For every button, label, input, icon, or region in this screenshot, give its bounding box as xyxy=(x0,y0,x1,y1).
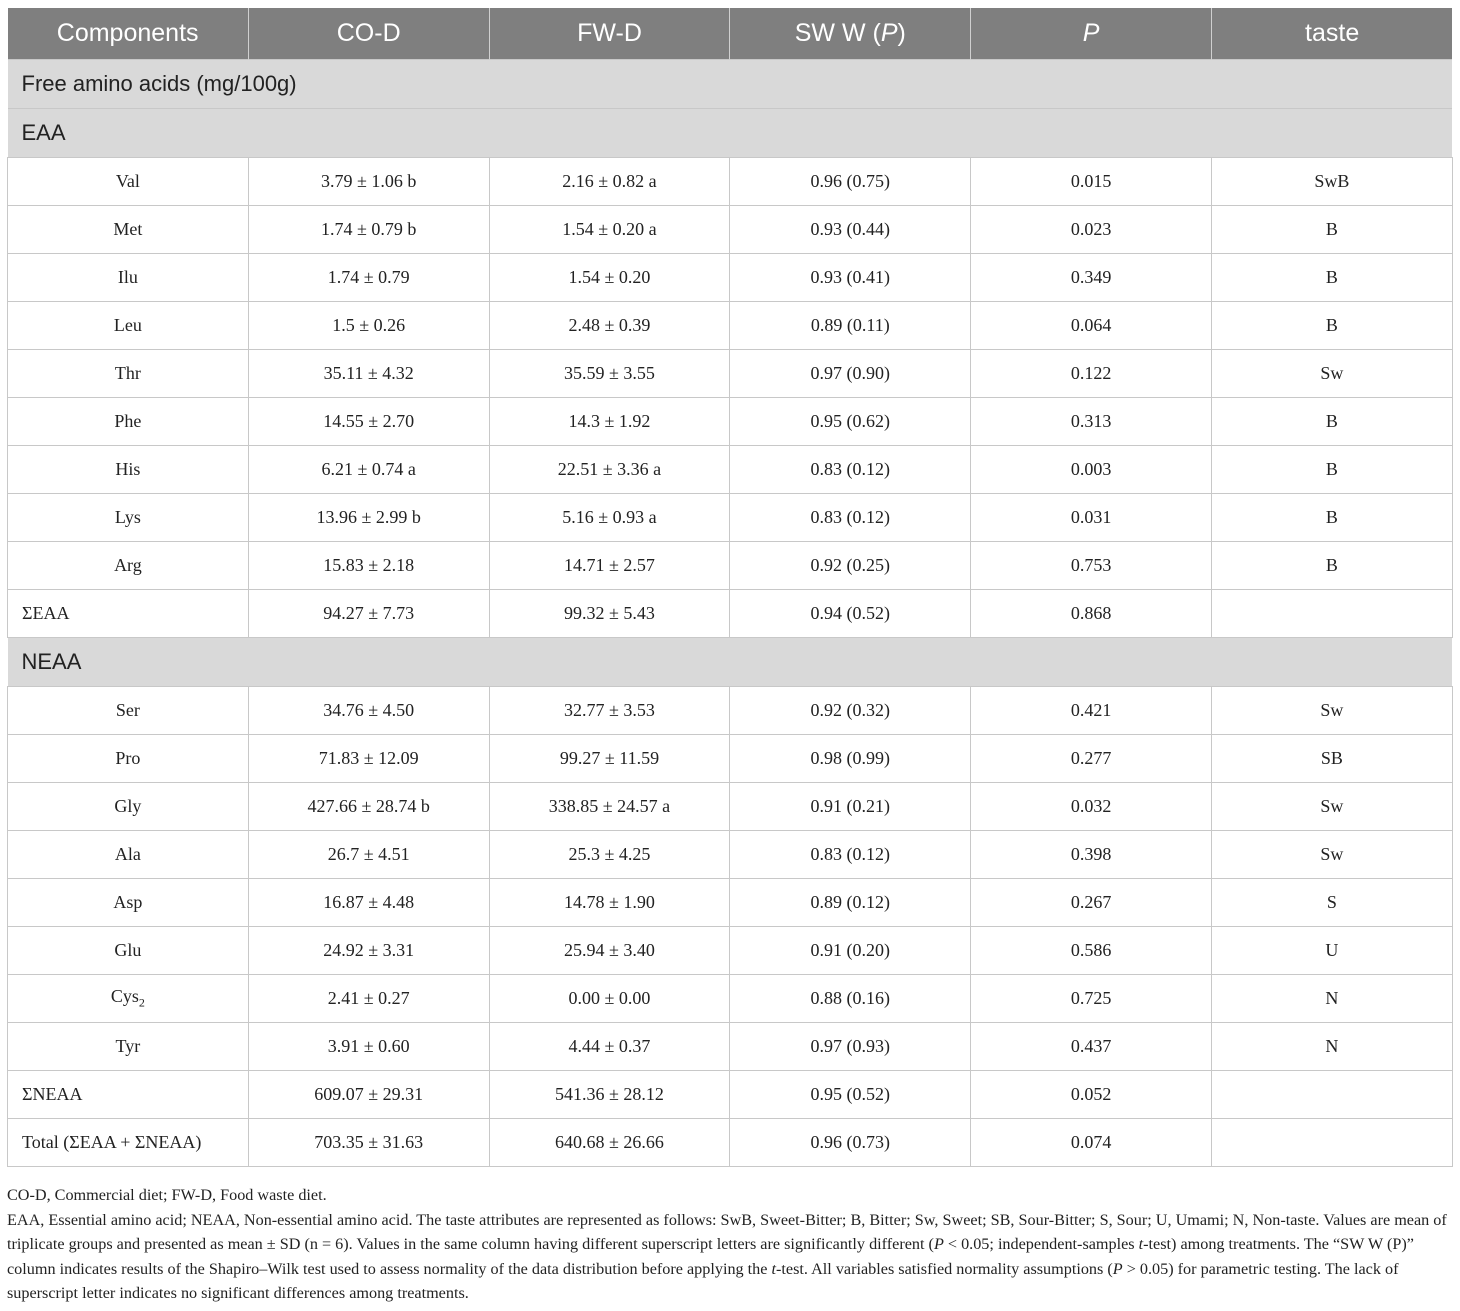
sww-cell: 0.89 (0.12) xyxy=(730,879,971,927)
sww-cell: 0.93 (0.44) xyxy=(730,206,971,254)
fwd-cell: 25.94 ± 3.40 xyxy=(489,927,730,975)
component-cell: Asp xyxy=(8,879,249,927)
table-row xyxy=(8,879,1453,927)
sww-cell: 0.97 (0.93) xyxy=(730,1023,971,1071)
taste-cell xyxy=(1211,590,1452,638)
footnote-details xyxy=(7,1208,1452,1306)
table-row xyxy=(8,494,1453,542)
sww-cell: 0.97 (0.90) xyxy=(730,350,971,398)
cod-cell: 94.27 ± 7.73 xyxy=(248,590,489,638)
footnotes xyxy=(7,1183,1452,1306)
component-subscript: 2 xyxy=(138,995,145,1010)
component-cell: Tyr xyxy=(8,1023,249,1071)
component-cell: Lys xyxy=(8,494,249,542)
cod-cell: 15.83 ± 2.18 xyxy=(248,542,489,590)
footnote-p1: P xyxy=(933,1235,944,1253)
cod-cell: 35.11 ± 4.32 xyxy=(248,350,489,398)
cod-cell: 1.5 ± 0.26 xyxy=(248,302,489,350)
p-cell: 0.003 xyxy=(971,446,1212,494)
p-cell: 0.122 xyxy=(971,350,1212,398)
sww-cell: 0.98 (0.99) xyxy=(730,735,971,783)
fwd-cell: 32.77 ± 3.53 xyxy=(489,687,730,735)
taste-cell: S xyxy=(1211,879,1452,927)
p-cell: 0.277 xyxy=(971,735,1212,783)
sww-cell: 0.89 (0.11) xyxy=(730,302,971,350)
fwd-cell: 25.3 ± 4.25 xyxy=(489,831,730,879)
header-row xyxy=(8,8,1453,60)
component-cell: Thr xyxy=(8,350,249,398)
table-row xyxy=(8,735,1453,783)
p-cell: 0.267 xyxy=(971,879,1212,927)
sww-cell: 0.95 (0.52) xyxy=(730,1071,971,1119)
component-name: Cys xyxy=(110,986,139,1007)
component-cell: His xyxy=(8,446,249,494)
sww-cell: 0.88 (0.16) xyxy=(730,975,971,1023)
header-sww xyxy=(730,8,971,60)
fwd-cell: 99.32 ± 5.43 xyxy=(489,590,730,638)
table-row xyxy=(8,302,1453,350)
fwd-cell: 640.68 ± 26.66 xyxy=(489,1119,730,1167)
p-cell: 0.052 xyxy=(971,1071,1212,1119)
p-cell: 0.032 xyxy=(971,783,1212,831)
sww-cell: 0.94 (0.52) xyxy=(730,590,971,638)
footnote-text-b: < 0.05; independent-samples xyxy=(943,1235,1139,1253)
table-row xyxy=(8,1023,1453,1071)
cod-cell: 427.66 ± 28.74 b xyxy=(248,783,489,831)
table-row xyxy=(8,927,1453,975)
section-eaa-label: EAA xyxy=(8,109,1453,158)
section-free-amino-acids-label: Free amino acids (mg/100g) xyxy=(8,60,1453,109)
p-cell: 0.586 xyxy=(971,927,1212,975)
cod-cell: 6.21 ± 0.74 a xyxy=(248,446,489,494)
cod-cell: 34.76 ± 4.50 xyxy=(248,687,489,735)
component-cell: Phe xyxy=(8,398,249,446)
component-cell: Val xyxy=(8,158,249,206)
footnote-p2: P xyxy=(1112,1259,1123,1278)
component-cell: Met xyxy=(8,206,249,254)
taste-cell: B xyxy=(1211,302,1452,350)
fwd-cell: 4.44 ± 0.37 xyxy=(489,1023,730,1071)
p-cell: 0.031 xyxy=(971,494,1212,542)
cod-cell: 13.96 ± 2.99 b xyxy=(248,494,489,542)
sww-cell: 0.83 (0.12) xyxy=(730,446,971,494)
footnote-text-c: -test) among treatments. The “SW W (P)” column indicates results of the Shapiro–Wilk test used to assess normality of the data distribution before applying the xyxy=(7,1235,1414,1278)
table-row xyxy=(8,831,1453,879)
fwd-cell: 0.00 ± 0.00 xyxy=(489,975,730,1023)
fwd-cell: 1.54 ± 0.20 xyxy=(489,254,730,302)
fwd-cell: 2.48 ± 0.39 xyxy=(489,302,730,350)
header-fwd: FW-D xyxy=(489,8,730,60)
cod-cell: 3.91 ± 0.60 xyxy=(248,1023,489,1071)
table-row xyxy=(8,687,1453,735)
sww-cell: 0.95 (0.62) xyxy=(730,398,971,446)
section-eaa xyxy=(8,109,1453,158)
fwd-cell: 14.78 ± 1.90 xyxy=(489,879,730,927)
sww-cell: 0.92 (0.32) xyxy=(730,687,971,735)
cod-cell: 1.74 ± 0.79 xyxy=(248,254,489,302)
taste-cell: Sw xyxy=(1211,687,1452,735)
table-row xyxy=(8,398,1453,446)
table-row xyxy=(8,542,1453,590)
footnote-text-e: > 0.05) for parametric testing. The lack of superscript letter indicates no significant differences among treatments. xyxy=(7,1259,1399,1302)
table-row xyxy=(8,446,1453,494)
table-row xyxy=(8,783,1453,831)
taste-cell: B xyxy=(1211,398,1452,446)
taste-cell: Sw xyxy=(1211,831,1452,879)
component-cell: Leu xyxy=(8,302,249,350)
taste-cell: Sw xyxy=(1211,350,1452,398)
sww-cell: 0.91 (0.21) xyxy=(730,783,971,831)
header-p-text: P xyxy=(1082,19,1100,47)
fwd-cell: 541.36 ± 28.12 xyxy=(489,1071,730,1119)
header-p xyxy=(971,8,1212,60)
taste-cell: B xyxy=(1211,494,1452,542)
footnote-t1: t xyxy=(1138,1235,1144,1253)
component-cell: Arg xyxy=(8,542,249,590)
section-free-amino-acids xyxy=(8,60,1453,109)
p-cell: 0.398 xyxy=(971,831,1212,879)
taste-cell: B xyxy=(1211,542,1452,590)
p-cell: 0.064 xyxy=(971,302,1212,350)
taste-cell: SB xyxy=(1211,735,1452,783)
footnote-t2: t xyxy=(771,1259,777,1278)
header-sww-p: P xyxy=(880,19,898,47)
fwd-cell: 22.51 ± 3.36 a xyxy=(489,446,730,494)
table-row xyxy=(8,254,1453,302)
component-cell: Total (ΣEAA + ΣNEAA) xyxy=(8,1119,249,1167)
amino-acid-table-container xyxy=(7,8,1452,1167)
component-cell: Pro xyxy=(8,735,249,783)
taste-cell: B xyxy=(1211,254,1452,302)
cod-cell: 14.55 ± 2.70 xyxy=(248,398,489,446)
fwd-cell: 99.27 ± 11.59 xyxy=(489,735,730,783)
header-components: Components xyxy=(8,8,249,60)
component-cell: ΣNEAA xyxy=(8,1071,249,1119)
p-cell: 0.421 xyxy=(971,687,1212,735)
sww-cell: 0.93 (0.41) xyxy=(730,254,971,302)
cod-cell: 24.92 ± 3.31 xyxy=(248,927,489,975)
taste-cell xyxy=(1211,1071,1452,1119)
amino-acid-table xyxy=(7,8,1453,1167)
sum-row xyxy=(8,590,1453,638)
taste-cell: Sw xyxy=(1211,783,1452,831)
taste-cell xyxy=(1211,1119,1452,1167)
taste-cell: B xyxy=(1211,446,1452,494)
total-row xyxy=(8,1119,1453,1167)
fwd-cell: 1.54 ± 0.20 a xyxy=(489,206,730,254)
footnote-text-d: -test. All variables satisfied normality assumptions ( xyxy=(776,1259,1113,1278)
p-cell: 0.725 xyxy=(971,975,1212,1023)
cod-cell: 26.7 ± 4.51 xyxy=(248,831,489,879)
section-neaa-label: NEAA xyxy=(8,638,1453,687)
p-cell: 0.313 xyxy=(971,398,1212,446)
fwd-cell: 14.3 ± 1.92 xyxy=(489,398,730,446)
cod-cell: 609.07 ± 29.31 xyxy=(248,1071,489,1119)
fwd-cell: 14.71 ± 2.57 xyxy=(489,542,730,590)
p-cell: 0.074 xyxy=(971,1119,1212,1167)
cod-cell: 703.35 ± 31.63 xyxy=(248,1119,489,1167)
p-cell: 0.437 xyxy=(971,1023,1212,1071)
fwd-cell: 338.85 ± 24.57 a xyxy=(489,783,730,831)
sww-cell: 0.91 (0.20) xyxy=(730,927,971,975)
p-cell: 0.868 xyxy=(971,590,1212,638)
sww-cell: 0.92 (0.25) xyxy=(730,542,971,590)
fwd-cell: 35.59 ± 3.55 xyxy=(489,350,730,398)
p-cell: 0.023 xyxy=(971,206,1212,254)
footnote-text-a: EAA, Essential amino acid; NEAA, Non-essential amino acid. The taste attributes are represented as follows: SwB, Sweet-Bitter; B, Bitter; Sw, Sweet; SB, Sour-Bitter; S, Sour; U, Umami; N, Non-taste. Values are mean of triplicate groups and presented as mean ± SD (n = 6). Values in the same column having different superscript letters are significantly different ( xyxy=(7,1210,1447,1253)
sww-cell: 0.83 (0.12) xyxy=(730,831,971,879)
sww-cell: 0.83 (0.12) xyxy=(730,494,971,542)
component-cell: Gly xyxy=(8,783,249,831)
component-cell: Ser xyxy=(8,687,249,735)
table-row xyxy=(8,206,1453,254)
cod-cell: 16.87 ± 4.48 xyxy=(248,879,489,927)
sww-cell: 0.96 (0.73) xyxy=(730,1119,971,1167)
fwd-cell: 5.16 ± 0.93 a xyxy=(489,494,730,542)
component-cell: ΣEAA xyxy=(8,590,249,638)
cod-cell: 3.79 ± 1.06 b xyxy=(248,158,489,206)
header-taste: taste xyxy=(1211,8,1452,60)
component-cell xyxy=(8,975,249,1023)
taste-cell: SwB xyxy=(1211,158,1452,206)
sww-cell: 0.96 (0.75) xyxy=(730,158,971,206)
table-row xyxy=(8,158,1453,206)
taste-cell: N xyxy=(1211,975,1452,1023)
component-cell: Ilu xyxy=(8,254,249,302)
cod-cell: 1.74 ± 0.79 b xyxy=(248,206,489,254)
table-row xyxy=(8,350,1453,398)
table-row xyxy=(8,975,1453,1023)
p-cell: 0.015 xyxy=(971,158,1212,206)
component-cell: Ala xyxy=(8,831,249,879)
header-sww-prefix: SW W ( xyxy=(794,19,881,47)
p-cell: 0.753 xyxy=(971,542,1212,590)
sum-row xyxy=(8,1071,1453,1119)
section-neaa xyxy=(8,638,1453,687)
taste-cell: B xyxy=(1211,206,1452,254)
footnote-abbreviations: CO-D, Commercial diet; FW-D, Food waste diet. xyxy=(7,1186,327,1204)
cod-cell: 71.83 ± 12.09 xyxy=(248,735,489,783)
taste-cell: N xyxy=(1211,1023,1452,1071)
p-cell: 0.349 xyxy=(971,254,1212,302)
cod-cell: 2.41 ± 0.27 xyxy=(248,975,489,1023)
taste-cell: U xyxy=(1211,927,1452,975)
table-body xyxy=(8,60,1453,1167)
header-cod: CO-D xyxy=(248,8,489,60)
component-cell: Glu xyxy=(8,927,249,975)
fwd-cell: 2.16 ± 0.82 a xyxy=(489,158,730,206)
header-sww-suffix: ) xyxy=(897,19,906,47)
